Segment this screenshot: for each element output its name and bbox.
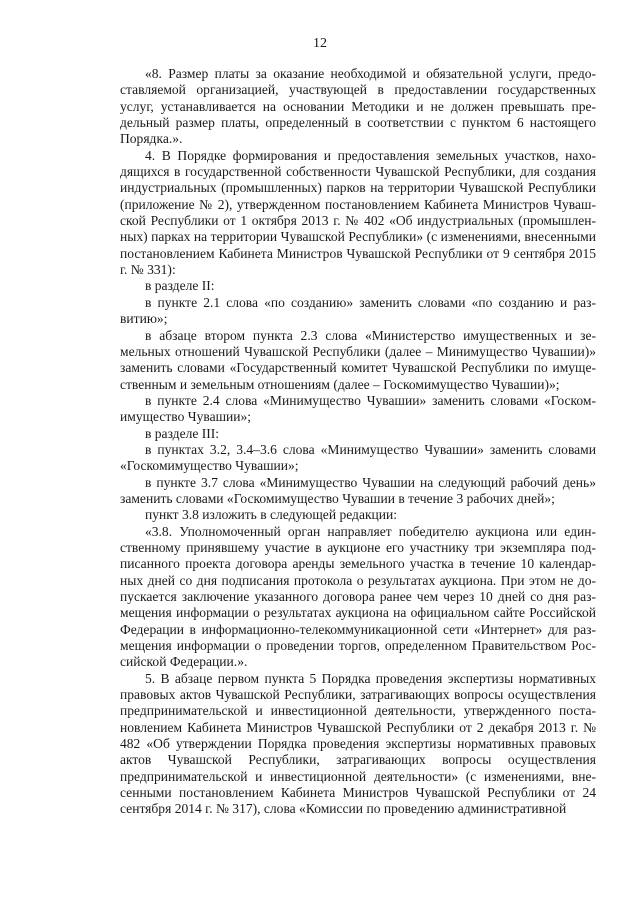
paragraph-point-2-1: в пункте 2.1 слова «по созданию» заменить словами «по созданию и развитию»; bbox=[120, 294, 596, 327]
paragraph-point-3-7: в пункте 3.7 слова «Минимущество Чувашии на следующий рабочий день» заменить словами «Госкомимущество Чувашии в течение 3 рабочих дней»; bbox=[120, 474, 596, 506]
paragraph-item-4: 4. В Порядке формирования и предоставления земельных участков, находящихся в государственной собственности Чувашской Республики, для создания индустриальных (промышленных) парков на территории Чувашской Республики (приложение № 2), утвержденном постановлением Кабинета Министров Чувашской Республики от 1 октября 2013 г. № 402 «Об индустриальных (промышленных) парках на территории Чувашской Республики» (с изменениями, внесенными постановлением Кабинета Министров Чувашской Республики от 9 сентября 2015 г. № 331): bbox=[120, 147, 596, 278]
paragraph-point-2-3: в абзаце втором пункта 2.3 слова «Министерство имущественных и земельных отношений Чувашской Республики (далее – Минимущество Чувашии)» заменить словами «Государственный комитет Чувашской Республики по имущественным и земельным отношениям (далее – Госкомимущество Чувашии)»; bbox=[120, 327, 596, 392]
paragraph-item-5: 5. В абзаце первом пункта 5 Порядка проведения экспертизы нормативных правовых актов Чувашской Республики, затрагивающих вопросы осуществления предпринимательской и инвестиционной деятельности, утвержденного постановлением Кабинета Министров Чувашской Республики от 2 декабря 2013 г. № 482 «Об утверждении Порядка проведения экспертизы нормативных правовых актов Чувашской Республики, затрагивающих вопросы осуществления предпринимательской и инвестиционной деятельности» (с изменениями, внесенными постановлением Кабинета Министров Чувашской Республики от 24 сентября 2014 г. № 317), слова «Комиссии по проведению административной bbox=[120, 670, 596, 817]
paragraph-point-3-8-intro: пункт 3.8 изложить в следующей редакции: bbox=[145, 507, 398, 523]
document-body bbox=[120, 66, 596, 818]
paragraph-section-2: в разделе II: bbox=[145, 278, 215, 294]
paragraph-clause-8: «8. Размер платы за оказание необходимой и обязательной услуги, предоставляемой организацией, участвующей в предоставлении государственных услуг, устанавливается на основании Методики и не должен превышать предельный размер платы, определенный в соответствии с пунктом 6 настоящего Порядка.». bbox=[120, 66, 596, 147]
paragraph-point-3-8-text: «3.8. Уполномоченный орган направляет победителю аукциона или единственному принявшему участие в аукционе его участнику три экземпляра подписанного проекта договора аренды земельного участка в течение 10 календарных дней со дня подписания протокола о результатах аукциона. При этом не допускается заключение указанного договора ранее чем через 10 дней со дня размещения информации о результатах аукциона на официальном сайте Российской Федерации в информационно-телекоммуникационной сети «Интернет» для размещения информации о проведении торгов, определенном Правительством Российской Федерации.». bbox=[120, 523, 596, 670]
page-number: 12 bbox=[313, 36, 327, 51]
paragraph-points-3-2-3-6: в пунктах 3.2, 3.4–3.6 слова «Минимущество Чувашии» заменить словами «Госкомимущество Чувашии»; bbox=[120, 441, 596, 474]
paragraph-section-3: в разделе III: bbox=[145, 425, 220, 441]
paragraph-point-2-4: в пункте 2.4 слова «Минимущество Чувашии» заменить словами «Госкомимущество Чувашии»; bbox=[120, 392, 596, 425]
